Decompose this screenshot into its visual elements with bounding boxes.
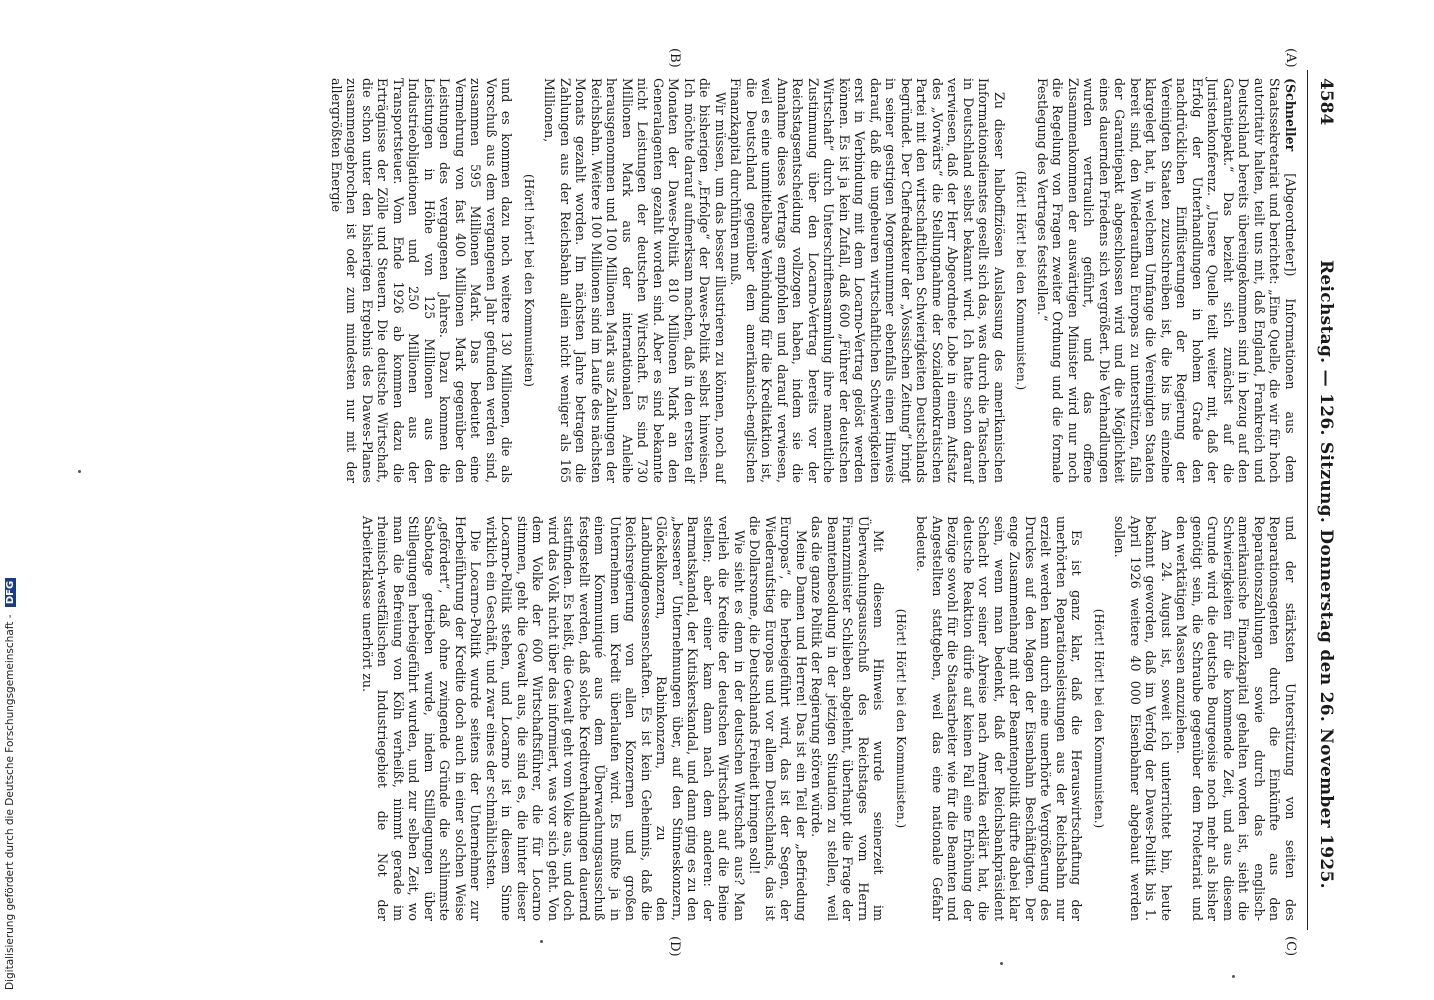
paragraph: Wir müssen, um das besser illustrieren zu können, noch auf die bisherigen „Erfolge“ der Dawes-Politik selbst hinweisen. Ich möchte darauf aufmerksam machen, daß in den ersten elf Monaten der Dawes-Politik 810 Millionen Mark an den Generalagenten gezahlt worden sind. Aber es sind bekannte nicht Leistungen der deutschen Wirtschaft. Es sind 730 Millionen Mark aus der internationalen Anleihe herausgenommen und 100 Millionen Mark aus Zahlungen der Reichsbahn. Weitere 100 Millionen sind im Laufe des nächsten Monats gezahlt worden. Im nächsten Jahre betragen die Zahlungen aus der Reichsbahn allein nicht weniger als 165 Millionen,	[542, 78, 728, 483]
interjection: (Hört! Hört! bei den Kommunisten.)	[1092, 608, 1106, 829]
left-column	[329, 78, 1299, 483]
page-header	[1307, 70, 1342, 930]
margin-marker-b: (B)	[667, 48, 682, 68]
scan-speck	[1000, 962, 1003, 965]
paragraph: Am 24. August ist, soweit ich unterrichtet bin, heute bekannt geworden, daß im Verfolg der Dawes-Politik bis 1. April 1926 weitere 40 000 Eisenbahner abgebaut werden sollen.	[1112, 516, 1174, 921]
interjection: (Hört! Hört! bei den Kommunisten.)	[1014, 170, 1029, 391]
scan-speck	[78, 470, 81, 473]
page-number: 4584	[1316, 78, 1336, 126]
paragraph: Meine Damen und Herren! Das ist ein Teil der „Befriedung Europas“, die herbeigeführt wird, das ist der Segen, der Wiederaufstieg Europas und vor allem Deutschlands, das ist die Dollarsonne, die Deutschlands Freiheit bringen soll!	[747, 516, 809, 921]
paragraph	[1035, 78, 1299, 483]
paragraph-text: Informationen aus dem Staatssekretariat und berichtet: „Eine Quelle, die wir für hoch autoritativ halten, teilt uns mit, daß England, Frankreich und Deutschland bereits übereingekommen sind in bezug auf den Garantiepakt.“ Das bezieht sich zunächst auf die Juristenkonferenz. „Unsere Quelle teilt weiter mit, daß der Erfolg der Unterhandlungen in hohem Grade den nachdrücklichen Einflüsterungen der Regierung der Vereinigten Staaten zuzuschreiben ist, die bis ins einzelne klargelegt hat, in welchem Umfange die Vereinigten Staaten bereit sind, den Wiederaufbau Europas zu unterstützen, falls der Garantiepakt abgeschlossen wird und die Möglichkeit eines dauernden Friedens sich vergrößert. Die Verhandlungen wurden vertraulich geführt, und das offene Zusammenkommen der auswärtigen Minister wird nur noch die Regelung von Fragen zweiter Ordnung und die formale Festlegung des Vertrages feststellen.“	[1035, 78, 1298, 483]
paragraph: Die Locarno-Politik wurde seitens der Unternehmer zur Herbeiführung der Kredite doch auch in einer solchen Weise „gefördert“, daß ohne zwingende Gründe die schlimmste Sabotage getrieben wurde, indem Stilllegungen über Stillegungen herbeigeführt wurden, und zur selben Zeit, wo man die Befreiung von Köln verheißt, nimmt gerade im rheinisch-westfälischen Industriegebiet die Not der Arbeiterklasse unerhört zu.	[360, 516, 484, 921]
margin-marker-c: (C)	[1283, 936, 1298, 957]
paragraph: und der stärksten Unterstützung von seiten des Reparationsagenten durch die Einkünfte aus den Reparationszahlungen sowie durch das englisch-amerikanische Finanzkapital gehalten worden ist, sieht die Schwierigkeiten für die kommende Zeit, und aus diesem Grunde wird die deutsche Bourgeoisie noch mehr als bisher genötigt sein, die Schraube gegenüber dem Proletariat und den werktätigen Massen anzuziehen.	[1174, 516, 1298, 921]
paragraph: Mit diesem Hinweis wurde seinerzeit im Überwachungsausschuß des Reichstages vom Herrn Finanzminister Schlieben abgelehnt, überhaupt die Frage der Beamtenbesoldung in der jetzigen Situation zu stellen, weil das die ganze Politik der Regierung stören würde.	[809, 516, 887, 921]
scan-speck	[1232, 975, 1235, 978]
interjection: (Hört! Hört! bei den Kommunisten.)	[894, 608, 908, 829]
paragraph: Zu dieser halboffiziösen Auslassung des amerikanischen Informationsdienstes gesellt sich das, was durch die Tatsachen in Deutschland selbst bekannt wird. Ich hatte schon darauf verwiesen, daß der Herr Abgeordnete Lobe in einem Aufsatz des „Vorwärts“ die Stellungnahme der Sozialdemokratischen Partei mit den wirtschaftlichen Schwierigkeiten Deutschlands begründet. Der Chefredakteur der „Vossischen Zeitung“ bringt in seiner gestrigen Morgennummer ebenfalls einen Hinweis darauf, daß die ungeheuren wirtschaftlichen Schwierigkeiten erst in Verbindung mit dem Locarno-Vertrag gelöst werden können. Es ist ja kein Zufall, daß 600 „Führer der deutschen Wirtschaft“ durch Unterschriftensammlung ihre namentliche Zustimmung über den Locarno-Vertrag bereits vor der Reichstagsentscheidung vollzogen haben, indem sie die Annahme dieses Vertrags empfohlen und darauf verwiesen, weil es eine unmittelbare Verbindung für die Kreditaktion ist, die Deutschland gegenüber dem amerikanisch-englischen Finanzkapital durchführen muß.	[728, 78, 1007, 483]
page-title: Reichstag. — 126. Sitzung. Donnerstag den 26. November 1925.	[1316, 260, 1336, 889]
dfg-logo: DFG	[5, 578, 16, 607]
paragraph: Es ist ganz klar, daß die Herauswirtschaftung der unerhörten Reparationsleistungen aus der Reichsbahn nur erzielt werden kann durch eine unerhörte Vergrößerung des Druckes auf den Magen der Eisenbahn Beschäftigten. Der enge Zusammenhang mit der Beamtenpolitik dürfte dabei klar sein, wenn man bedenkt, daß der Reichsbankpräsident Schacht vor seiner Abreise nach Amerika erklärt hat, die deutsche Reaktion dürfe auf keinen Fall eine Erhöhung der Bezüge sowohl für die Staatsarbeiter wie für die Beamten und Angestellten stattgeben, weil das eine nationale Gefahr bedeute.	[914, 516, 1085, 921]
right-column	[360, 516, 1299, 921]
speaker-role: [Abgeordneter])	[1283, 173, 1298, 277]
digitization-credit	[4, 0, 18, 990]
paragraph: Wie sieht es denn in der deutschen Wirtschaft aus? Man verlieh die Kredite der deutschen Wirtschaft auf die Beine stellen; aber einer kam dann nach dem anderen: der Barmatskandal, der Kutiskerskandal, und dann ging es zu den „besseren“ Unternehmungen über, auf den Stinneskonzern, Glöckelkonzern, Rabinkonzern, zu den Landbundgenossenschaften. Es ist kein Geheimnis, daß die Reichsregierung von allen Konzernen und großen Unternehmen um Kredit überlaufen wird. Es mußte ja in einem Kommuniqué aus dem Überwachungsausschuß festgestellt werden, daß solche Kreditverhandlungen dauernd stattfinden. Es heißt, die Gewalt geht vom Volke aus, und doch wird das Volk nicht über das informiert, was vor sich geht. Von dem Volke der 600 Wirtschaftsführer, die für Locarno stimmen, geht die Gewalt aus, die sind es, die hinter dieser Locarno-Politik stehen, und Locarno ist in diesem Sinne wirklich ein Geschäft, und zwar eines der schmählichsten.	[484, 516, 747, 921]
paragraph: und es kommen dazu noch weitere 130 Millionen, die als Vorschuß aus dem vergangenen Jahr gefunden werden sind, zusammen 595 Millionen Mark. Das bedeutet eine Vermehrung von fast 400 Millionen Mark gegenüber den Leistungen des vergangenen Jahres. Dazu kommen die Leistungen in Höhe von 125 Millionen aus den Industrieobligationen und 250 Millionen aus der Transportsteuer. Vom Ende 1926 ab kommen dazu die Erträgnisse der Zölle und Steuern. Die deutsche Wirtschaft, die schon unter den bisherigen Ergebnis des Dawes-Planes zusammengebrochen ist oder zum mindesten nur mit der allergrößten Energie	[329, 78, 515, 483]
speaker-name: (Schneller	[1283, 78, 1298, 152]
rotated-page	[102, 48, 1342, 970]
credit-text: Digitalisierung gefördert durch die Deutsche Forschungsgemeinschaft -	[4, 614, 16, 990]
margin-marker-d: (D)	[667, 936, 682, 957]
scan-speck	[540, 940, 543, 943]
margin-marker-a: (A)	[1283, 48, 1298, 68]
interjection: (Hört! hört! bei den Kommunisten)	[522, 174, 536, 387]
